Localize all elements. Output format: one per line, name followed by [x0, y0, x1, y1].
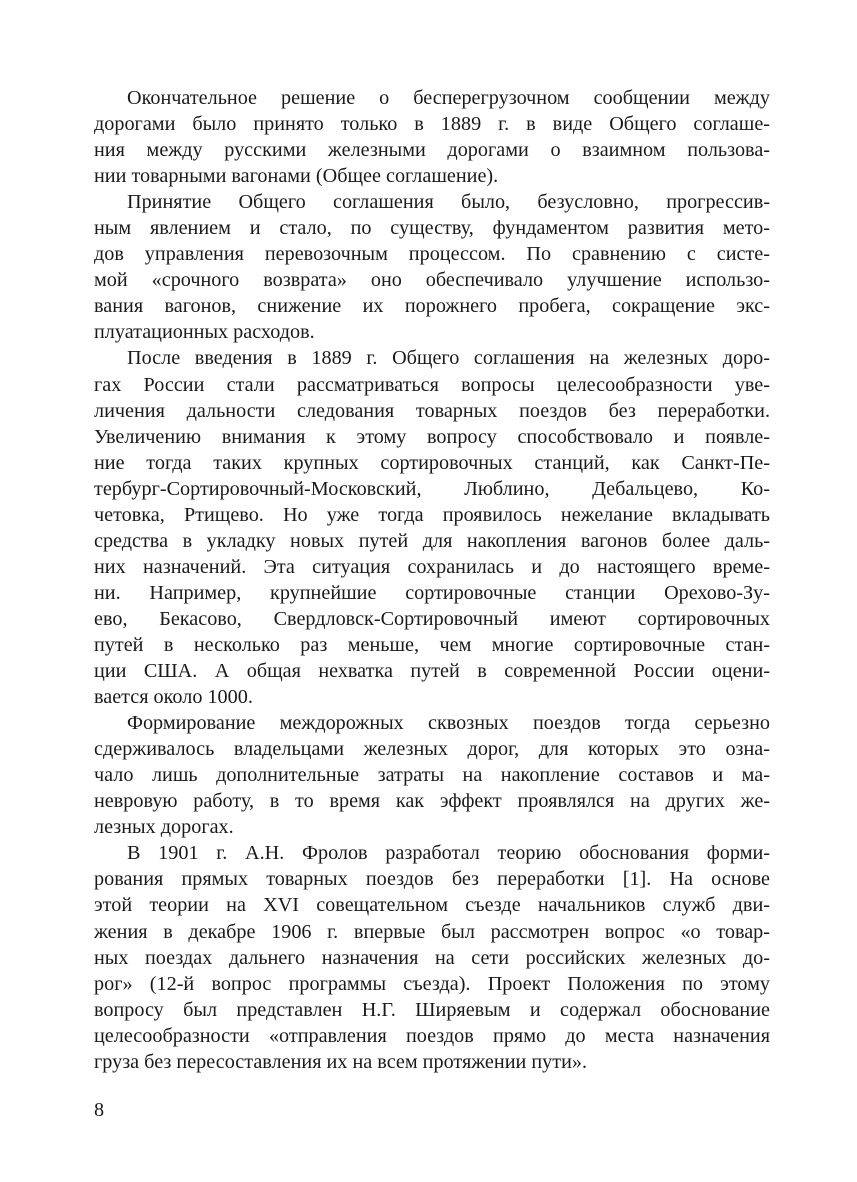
text-line: тербург-Сортировочный-Московский, Люблино, Дебальцево, Ко- [94, 477, 770, 500]
text-line: личения дальности следования товарных поездов без переработки. [94, 399, 770, 422]
text-line: чало лишь дополнительные затраты на накопление составов и ма- [94, 764, 770, 787]
text-line: В 1901 г. А.Н. Фролов разработал теорию обоснования форми- [127, 842, 770, 865]
text-line: плуатационных расходов. [94, 321, 315, 344]
text-line: рования прямых товарных поездов без переработки [1]. На основе [94, 868, 770, 891]
text-line: этой теории на XVI совещательном съезде начальников служб дви- [94, 894, 770, 917]
paragraph [94, 189, 770, 345]
text-line: вания вагонов, снижение их порожнего пробега, сокращение экс- [94, 295, 770, 318]
paragraph [94, 840, 770, 1074]
text-line: ево, Бекасово, Свердловск-Сортировочный имеют сортировочных [94, 607, 770, 630]
text-line: ных поездах дальнего назначения на сети российских железных до- [94, 946, 770, 969]
text-line: ни. Например, крупнейшие сортировочные станции Орехово-Зу- [94, 581, 770, 604]
text-line: вается около 1000. [94, 686, 253, 709]
paragraph [94, 710, 770, 840]
text-line: ние тогда таких крупных сортировочных станций, как Санкт-Пе- [94, 451, 770, 474]
text-line: ции США. А общая нехватка путей в современной России оцени- [94, 660, 770, 683]
text-line: целесообразности «отправления поездов прямо до места назначения [94, 1024, 770, 1047]
page-number: 8 [94, 1099, 105, 1121]
text-line: невровую работу, в то время как эффект проявлялся на других же- [94, 790, 770, 813]
text-line: лезных дорогах. [94, 816, 234, 839]
text-line: мой «срочного возврата» оно обеспечивало улучшение использо- [94, 269, 770, 292]
text-line: ным явлением и стало, по существу, фундаментом развития мето- [94, 217, 770, 240]
text-line: вопросу был представлен Н.Г. Ширяевым и содержал обоснование [94, 998, 770, 1021]
text-line: дов управления перевозочным процессом. По сравнению с систе- [94, 243, 770, 266]
text-line: Увеличению внимания к этому вопросу способствовало и появле- [94, 425, 770, 448]
text-line: ния между русскими железными дорогами о взаимном пользова- [94, 139, 770, 162]
text-line: гах России стали рассматриваться вопросы целесообразности уве- [94, 373, 770, 396]
text-line: рог» (12-й вопрос программы съезда). Проект Положения по этому [94, 972, 770, 995]
text-line: Окончательное решение о бесперегрузочном сообщении между [127, 87, 770, 109]
text-line: нии товарными вагонами (Общее соглашение). [94, 165, 499, 188]
body-text [94, 85, 770, 1075]
paragraph [94, 345, 770, 710]
text-line: Принятие Общего соглашения было, безусловно, прогрессив- [127, 191, 770, 214]
text-line: жения в декабре 1906 г. впервые был рассмотрен вопрос «о товар- [94, 920, 770, 943]
text-line: груза без пересоставления их на всем протяжении пути». [94, 1050, 588, 1073]
text-line: дорогами было принято только в 1889 г. в виде Общего соглаше- [94, 113, 770, 136]
text-line: сдерживалось владельцами железных дорог, для которых это озна- [94, 738, 770, 761]
text-line: путей в несколько раз меньше, чем многие сортировочные стан- [94, 633, 770, 656]
text-line: средства в укладку новых путей для накопления вагонов более даль- [94, 529, 770, 552]
text-line: них назначений. Эта ситуация сохранилась и до настоящего време- [94, 555, 770, 578]
text-line: Формирование междорожных сквозных поездов тогда серьезно [127, 712, 770, 735]
text-line: четовка, Ртищево. Но уже тогда проявилось нежелание вкладывать [94, 503, 770, 526]
paragraph [94, 85, 770, 189]
text-line: После введения в 1889 г. Общего соглашения на железных доро- [127, 347, 770, 370]
